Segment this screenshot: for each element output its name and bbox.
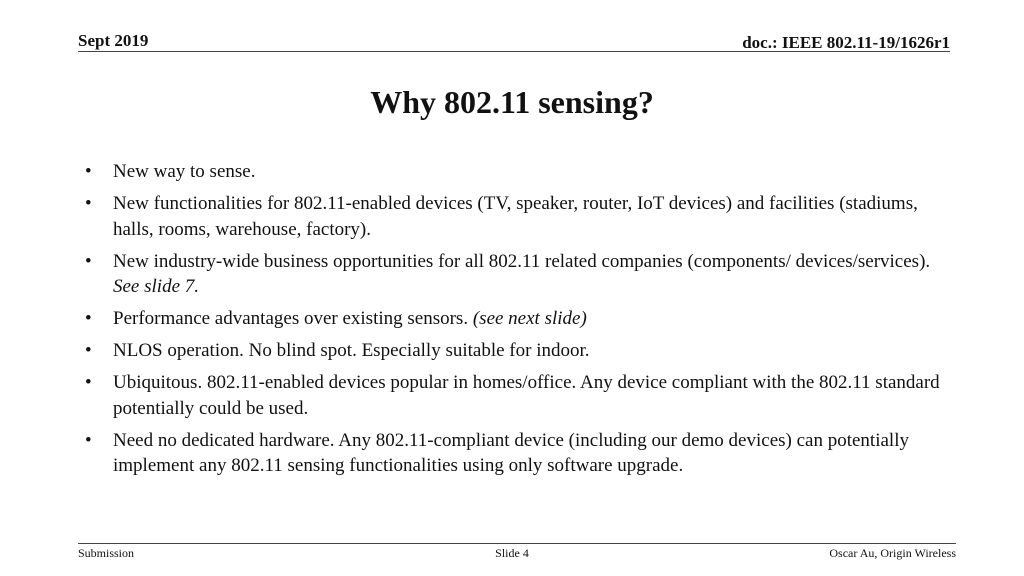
list-item — [82, 370, 942, 421]
bullet-italic-note: (see next slide) — [472, 308, 587, 329]
bullet-glyph: • — [85, 429, 92, 451]
bullet-glyph: • — [85, 250, 92, 272]
bullet-text: New industry-wide business opportunities for all 802.11 related companies (components/ devices/services). — [113, 250, 931, 272]
list-item — [82, 249, 942, 300]
slide-title: Why 802.11 sensing? — [370, 84, 654, 120]
footer-submission: Submission — [78, 546, 135, 560]
list-item — [82, 191, 942, 242]
bullet-glyph: • — [85, 193, 92, 214]
bullet-italic-note: See slide 7. — [113, 276, 200, 297]
bullet-glyph: • — [85, 372, 92, 393]
bullet-glyph: • — [85, 340, 92, 361]
header-date: Sept 2019 — [78, 31, 149, 50]
list-item — [82, 159, 942, 185]
bullet-text: NLOS operation. No blind spot. Especially suitable for indoor. — [113, 340, 590, 361]
footer-divider — [78, 543, 956, 544]
bullet-text: New way to sense. — [113, 161, 256, 182]
bullet-text: Ubiquitous. 802.11-enabled devices popular in homes/office. Any device compliant with the 802.11 standard potentially could be used. — [113, 372, 940, 419]
bullet-glyph: • — [85, 161, 92, 182]
bullet-list — [82, 159, 942, 485]
header-doc-id: doc.: IEEE 802.11-19/1626r1 — [742, 33, 950, 52]
list-item — [82, 338, 942, 364]
bullet-text: Performance advantages over existing sensors. — [113, 308, 473, 329]
bullet-text: New functionalities for 802.11-enabled devices (TV, speaker, router, IoT devices) and facilities (stadiums, halls, rooms, warehouse, factory). — [113, 193, 918, 240]
footer-slide-number: Slide 4 — [495, 546, 529, 560]
bullet-glyph: • — [85, 308, 92, 329]
list-item — [82, 306, 942, 332]
footer-author: Oscar Au, Origin Wireless — [829, 546, 956, 560]
list-item — [82, 428, 942, 479]
bullet-text: Need no dedicated hardware. Any 802.11-compliant device (including our demo devices) can potentially implement any 802.11 sensing functionalities using only software upgrade. — [113, 429, 909, 476]
header-divider — [78, 51, 950, 52]
